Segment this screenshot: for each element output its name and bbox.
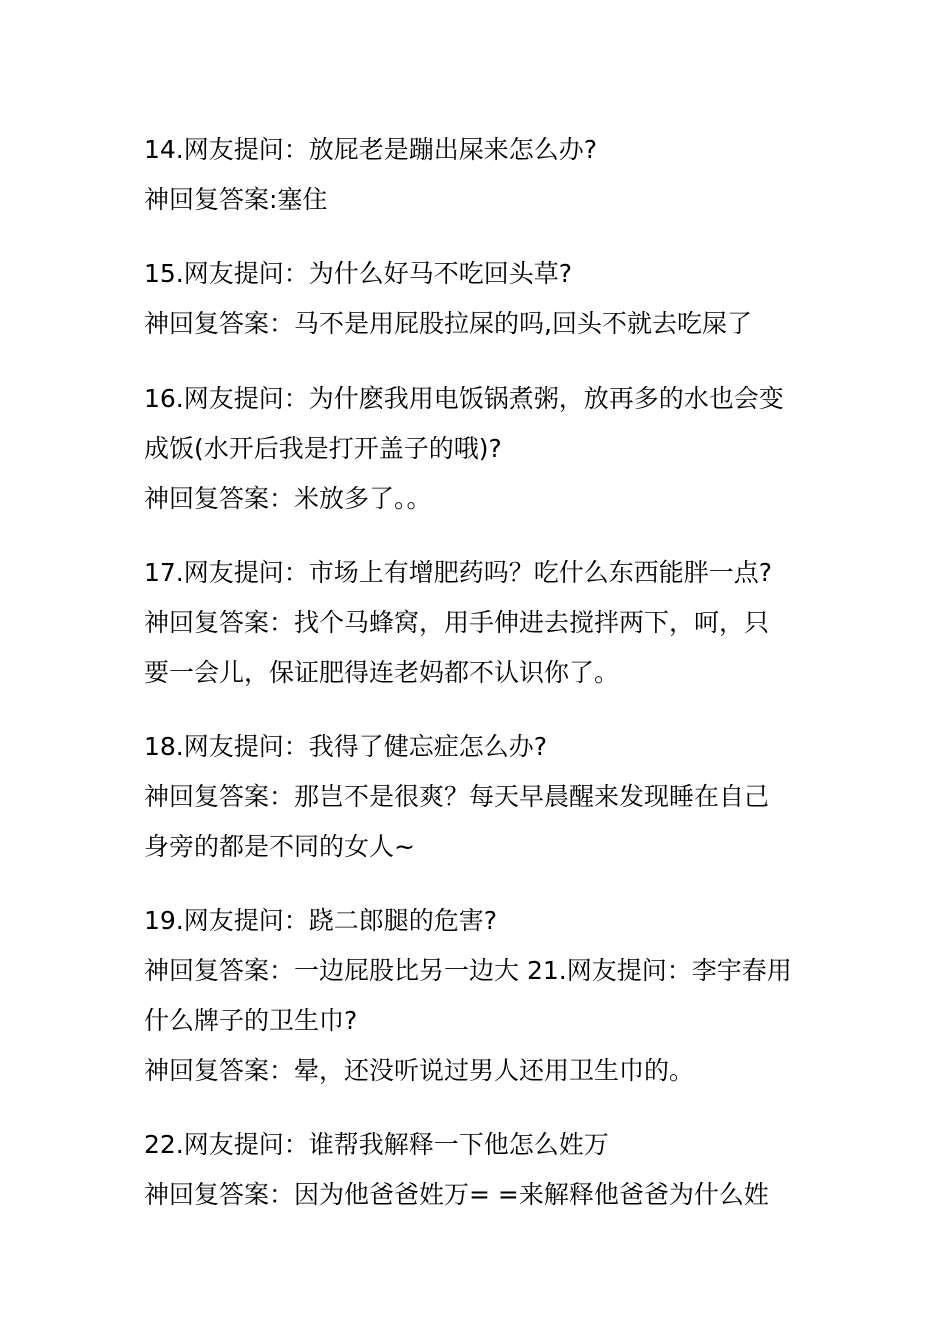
answer-14: 神回复答案:塞住 xyxy=(144,185,328,214)
question-19: 19.网友提问：跷二郎腿的危害? xyxy=(144,906,498,935)
answer-21: 神回复答案：晕，还没听说过男人还用卫生巾的。 xyxy=(144,1056,695,1085)
answer-17-line-2: 要一会儿，保证肥得连老妈都不认识你了。 xyxy=(144,658,620,687)
answer-19-question-21: 神回复答案：一边屁股比另一边大 21.网友提问：李宇春用 xyxy=(144,956,792,985)
question-17: 17.网友提问：市场上有增肥药吗？吃什么东西能胖一点? xyxy=(144,558,773,587)
question-15: 15.网友提问：为什么好马不吃回头草? xyxy=(144,259,573,288)
answer-15: 神回复答案：马不是用屁股拉屎的吗,回头不就去吃屎了 xyxy=(144,309,752,338)
answer-16: 神回复答案：米放多了。。 xyxy=(144,484,432,513)
answer-17-line-1: 神回复答案：找个马蜂窝，用手伸进去搅拌两下，呵，只 xyxy=(144,608,770,637)
question-21-line-2: 什么牌子的卫生巾? xyxy=(144,1006,358,1035)
answer-22: 神回复答案：因为他爸爸姓万= =来解释他爸爸为什么姓 xyxy=(144,1180,769,1209)
question-22: 22.网友提问：谁帮我解释一下他怎么姓万 xyxy=(144,1130,609,1159)
answer-18-line-1: 神回复答案：那岂不是很爽？每天早晨醒来发现睡在自己 xyxy=(144,782,770,811)
question-16-line-1: 16.网友提问：为什麽我用电饭锅煮粥，放再多的水也会变 xyxy=(144,384,784,413)
question-14: 14.网友提问：放屁老是蹦出屎来怎么办? xyxy=(144,135,598,164)
question-18: 18.网友提问：我得了健忘症怎么办? xyxy=(144,732,548,761)
question-16-line-2: 成饭(水开后我是打开盖子的哦)? xyxy=(144,434,502,463)
answer-18-line-2: 身旁的都是不同的女人~ xyxy=(144,832,415,861)
